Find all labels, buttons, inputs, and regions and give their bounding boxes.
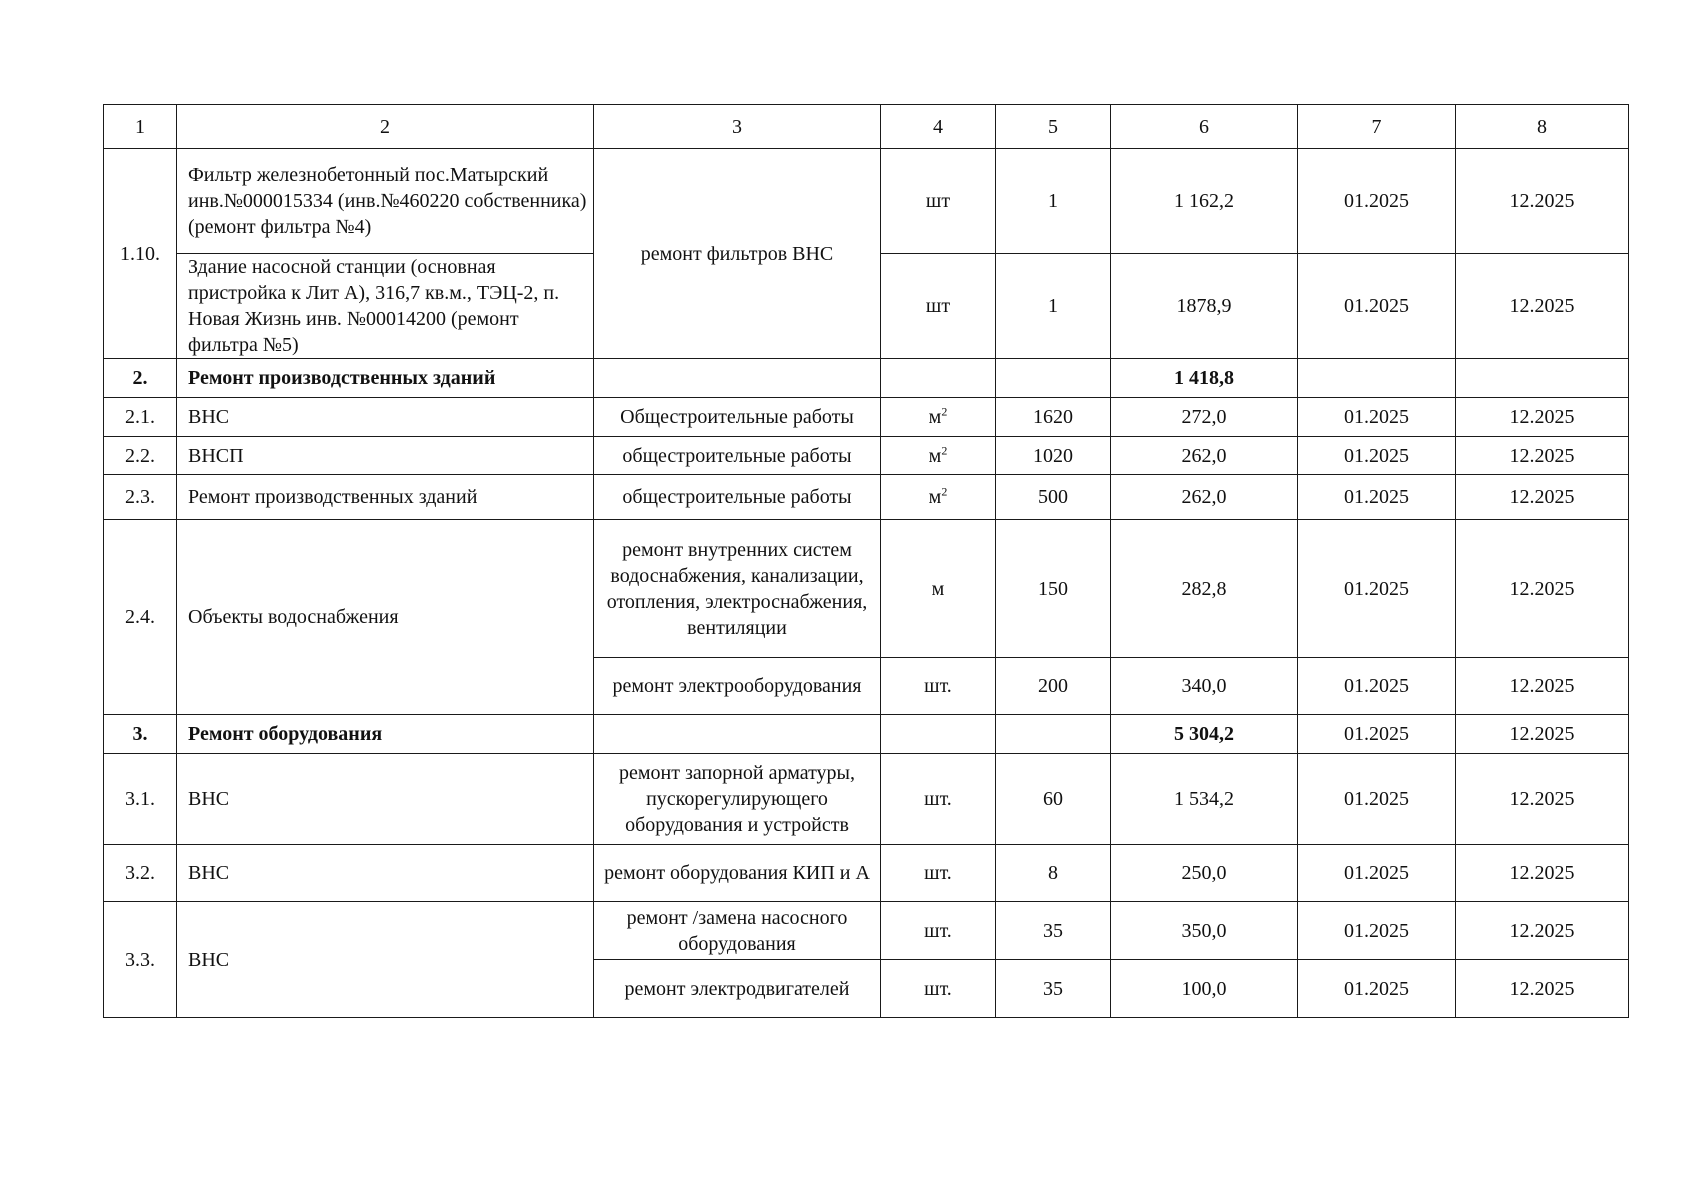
start-date: 01.2025 <box>1298 845 1456 902</box>
table-row <box>104 845 1629 902</box>
object-name: Здание насосной станции (основная пристройка к Лит А), 316,7 кв.м., ТЭЦ-2, п. Новая Жизнь инв. №00014200 (ремонт фильтра №5) <box>177 254 594 359</box>
amount: 272,0 <box>1111 398 1298 437</box>
unit: шт. <box>881 754 996 845</box>
unit <box>881 398 996 437</box>
quantity: 1 <box>996 149 1111 254</box>
row-number: 3.2. <box>104 845 177 902</box>
table-row <box>104 754 1629 845</box>
work-type: ремонт фильтров ВНС <box>594 149 881 359</box>
end-date: 12.2025 <box>1456 658 1629 715</box>
end-date: 12.2025 <box>1456 960 1629 1018</box>
object-name: ВНСП <box>177 437 594 475</box>
unit: шт. <box>881 845 996 902</box>
empty-cell <box>594 359 881 398</box>
empty-cell <box>996 359 1111 398</box>
start-date: 01.2025 <box>1298 754 1456 845</box>
header-cell: 7 <box>1298 105 1456 149</box>
row-number: 2.1. <box>104 398 177 437</box>
unit-text: м <box>928 406 942 428</box>
row-number: 2.4. <box>104 520 177 715</box>
end-date: 12.2025 <box>1456 254 1629 359</box>
amount: 1 162,2 <box>1111 149 1298 254</box>
table-row <box>104 475 1629 520</box>
quantity: 150 <box>996 520 1111 658</box>
start-date: 01.2025 <box>1298 715 1456 754</box>
section-title: Ремонт оборудования <box>177 715 594 754</box>
quantity: 1020 <box>996 437 1111 475</box>
work-type: общестроительные работы <box>594 437 881 475</box>
object-name: ВНС <box>177 845 594 902</box>
amount: 262,0 <box>1111 475 1298 520</box>
quantity: 1620 <box>996 398 1111 437</box>
object-name: Объекты водоснабжения <box>177 520 594 715</box>
end-date: 12.2025 <box>1456 902 1629 960</box>
quantity: 35 <box>996 960 1111 1018</box>
amount: 282,8 <box>1111 520 1298 658</box>
start-date: 01.2025 <box>1298 254 1456 359</box>
table-row <box>104 437 1629 475</box>
header-cell: 8 <box>1456 105 1629 149</box>
unit: м <box>881 520 996 658</box>
empty-cell <box>996 715 1111 754</box>
table-row <box>104 398 1629 437</box>
header-cell: 6 <box>1111 105 1298 149</box>
unit: шт. <box>881 902 996 960</box>
unit-superscript: 2 <box>941 484 948 499</box>
section-row <box>104 715 1629 754</box>
empty-cell <box>594 715 881 754</box>
row-number: 1.10. <box>104 149 177 359</box>
end-date: 12.2025 <box>1456 475 1629 520</box>
empty-cell <box>881 359 996 398</box>
amount: 350,0 <box>1111 902 1298 960</box>
quantity: 60 <box>996 754 1111 845</box>
empty-cell <box>1298 359 1456 398</box>
quantity: 200 <box>996 658 1111 715</box>
row-number: 2.3. <box>104 475 177 520</box>
amount: 1878,9 <box>1111 254 1298 359</box>
row-number: 3. <box>104 715 177 754</box>
row-number: 2.2. <box>104 437 177 475</box>
section-row <box>104 359 1629 398</box>
start-date: 01.2025 <box>1298 475 1456 520</box>
table-row <box>104 902 1629 960</box>
unit: шт. <box>881 658 996 715</box>
start-date: 01.2025 <box>1298 149 1456 254</box>
row-number: 3.3. <box>104 902 177 1018</box>
unit: шт. <box>881 960 996 1018</box>
end-date: 12.2025 <box>1456 845 1629 902</box>
end-date: 12.2025 <box>1456 437 1629 475</box>
row-number: 2. <box>104 359 177 398</box>
header-cell: 3 <box>594 105 881 149</box>
empty-cell <box>881 715 996 754</box>
end-date: 12.2025 <box>1456 149 1629 254</box>
start-date: 01.2025 <box>1298 902 1456 960</box>
amount: 250,0 <box>1111 845 1298 902</box>
unit-superscript: 2 <box>941 404 948 419</box>
work-type: ремонт электродвигателей <box>594 960 881 1018</box>
amount: 262,0 <box>1111 437 1298 475</box>
section-total: 5 304,2 <box>1111 715 1298 754</box>
start-date: 01.2025 <box>1298 398 1456 437</box>
start-date: 01.2025 <box>1298 658 1456 715</box>
start-date: 01.2025 <box>1298 960 1456 1018</box>
row-number: 3.1. <box>104 754 177 845</box>
quantity: 8 <box>996 845 1111 902</box>
table-row <box>104 520 1629 658</box>
end-date: 12.2025 <box>1456 715 1629 754</box>
unit-text: м <box>928 486 942 508</box>
header-row <box>104 105 1629 149</box>
unit: шт <box>881 254 996 359</box>
work-type: общестроительные работы <box>594 475 881 520</box>
work-type: ремонт запорной арматуры, пускорегулирующего оборудования и устройств <box>594 754 881 845</box>
quantity: 500 <box>996 475 1111 520</box>
unit-text: м <box>928 444 942 467</box>
work-type: ремонт /замена насосного оборудования <box>594 902 881 960</box>
end-date: 12.2025 <box>1456 754 1629 845</box>
repair-plan-table <box>103 104 1629 1018</box>
object-name: ВНС <box>177 398 594 437</box>
work-type: ремонт электрооборудования <box>594 658 881 715</box>
unit <box>881 437 996 475</box>
unit-superscript: 2 <box>941 442 948 457</box>
empty-cell <box>1456 359 1629 398</box>
work-type: ремонт оборудования КИП и А <box>594 845 881 902</box>
quantity: 35 <box>996 902 1111 960</box>
unit: шт <box>881 149 996 254</box>
amount: 100,0 <box>1111 960 1298 1018</box>
header-cell: 4 <box>881 105 996 149</box>
header-cell: 2 <box>177 105 594 149</box>
object-name: ВНС <box>177 902 594 1018</box>
work-type: Общестроительные работы <box>594 398 881 437</box>
end-date: 12.2025 <box>1456 398 1629 437</box>
quantity: 1 <box>996 254 1111 359</box>
section-title: Ремонт производственных зданий <box>177 359 594 398</box>
work-type: ремонт внутренних систем водоснабжения, канализации, отопления, электроснабжения, вентиляции <box>594 520 881 658</box>
start-date: 01.2025 <box>1298 437 1456 475</box>
table-row <box>104 149 1629 254</box>
start-date: 01.2025 <box>1298 520 1456 658</box>
amount: 1 534,2 <box>1111 754 1298 845</box>
unit <box>881 475 996 520</box>
amount: 340,0 <box>1111 658 1298 715</box>
end-date: 12.2025 <box>1456 520 1629 658</box>
object-name: Ремонт производственных зданий <box>177 475 594 520</box>
object-name: Фильтр железнобетонный пос.Матырский инв.№000015334 (инв.№460220 собственника)(ремонт фильтра №4) <box>177 149 594 254</box>
section-total: 1 418,8 <box>1111 359 1298 398</box>
header-cell: 1 <box>104 105 177 149</box>
header-cell: 5 <box>996 105 1111 149</box>
object-name: ВНС <box>177 754 594 845</box>
